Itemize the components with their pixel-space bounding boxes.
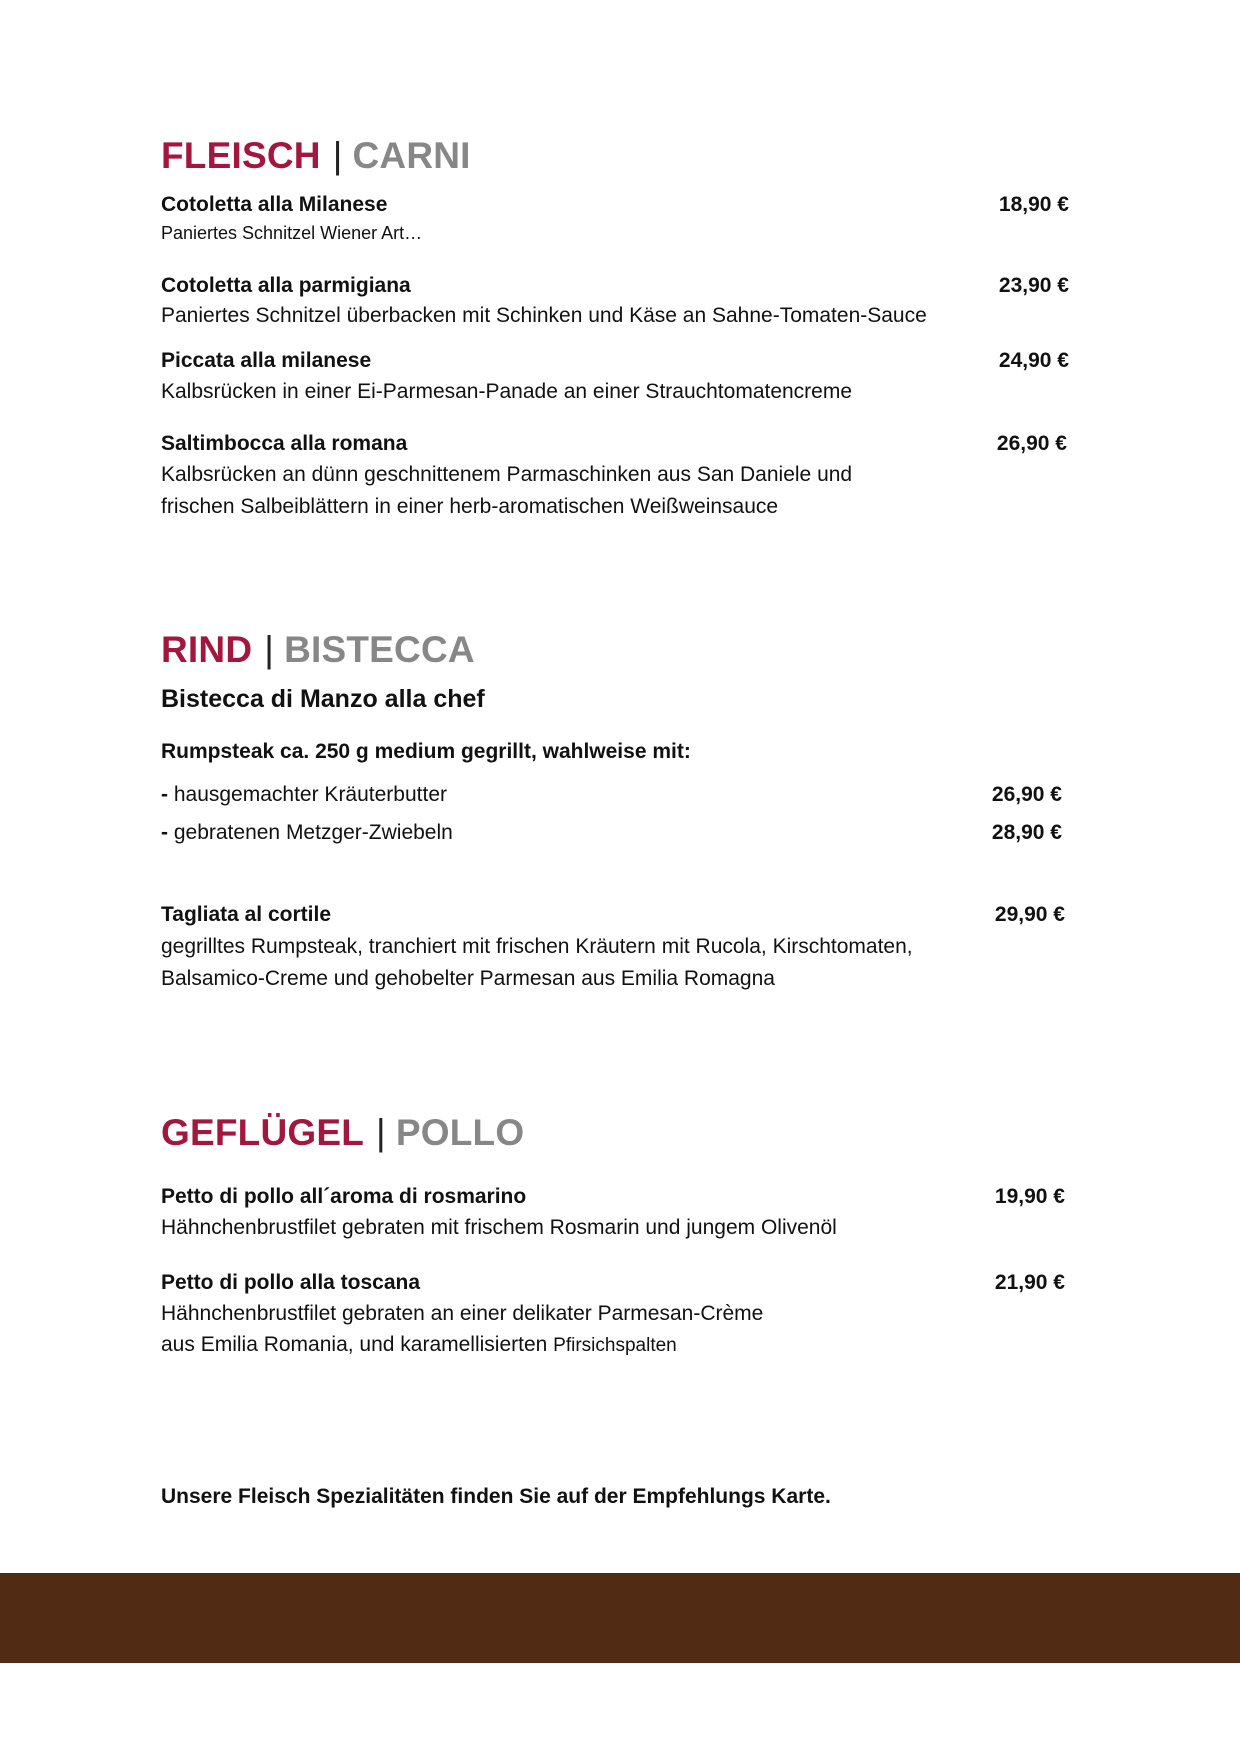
option-dash: -: [161, 821, 168, 844]
menu-item-description: Paniertes Schnitzel überbacken mit Schinken und Käse an Sahne-Tomaten-Sauce: [161, 304, 927, 327]
menu-item-description: Hähnchenbrustfilet gebraten mit frischem Rosmarin und jungem Olivenöl: [161, 1216, 837, 1239]
heading-separator: |: [332, 135, 343, 176]
menu-item-name: Saltimbocca alla romana: [161, 432, 408, 455]
menu-item-price: 24,90 €: [998, 349, 1069, 372]
option-price: 28,90 €: [991, 821, 1062, 844]
heading-separator: |: [264, 629, 275, 670]
heading-it: BISTECCA: [284, 629, 475, 670]
menu-item-name: Petto di pollo alla toscana: [161, 1271, 421, 1294]
section-heading-rind: [161, 629, 475, 671]
menu-item-description: Balsamico-Creme und gehobelter Parmesan aus Emilia Romagna: [161, 967, 775, 990]
menu-item-description: Paniertes Schnitzel Wiener Art…: [161, 223, 423, 243]
heading-separator: |: [376, 1112, 386, 1153]
menu-item-name: Piccata alla milanese: [161, 349, 372, 372]
option-label: hausgemachter Kräuterbutter: [173, 783, 447, 806]
heading-de: FLEISCH: [161, 135, 321, 176]
menu-item-price: 29,90 €: [994, 903, 1065, 926]
option-dash: -: [161, 783, 168, 806]
menu-item-price: 19,90 €: [994, 1185, 1065, 1208]
section-heading-gefluegel: [161, 1112, 524, 1154]
menu-item-name: Cotoletta alla parmigiana: [161, 274, 411, 297]
heading-it: POLLO: [395, 1112, 525, 1153]
section-heading-fleisch: [161, 135, 471, 177]
menu-item-price: 23,90 €: [998, 274, 1069, 297]
option-label: gebratenen Metzger-Zwiebeln: [173, 821, 453, 844]
footer-bar: [0, 1573, 1240, 1663]
rind-intro: Rumpsteak ca. 250 g medium gegrillt, wahlweise mit:: [161, 740, 691, 763]
menu-item-description: Kalbsrücken in einer Ei-Parmesan-Panade an einer Strauchtomatencreme: [161, 380, 853, 403]
menu-item-description: [161, 1333, 677, 1357]
heading-de: RIND: [161, 629, 253, 670]
menu-item-description: Kalbsrücken an dünn geschnittenem Parmaschinken aus San Daniele und: [161, 463, 853, 486]
menu-item-price: 18,90 €: [998, 193, 1069, 216]
menu-item-description: gegrilltes Rumpsteak, tranchiert mit frischen Kräutern mit Rucola, Kirschtomaten,: [161, 935, 913, 958]
menu-item-price: 21,90 €: [994, 1271, 1065, 1294]
menu-item-description: Hähnchenbrustfilet gebraten an einer delikater Parmesan-Crème: [161, 1302, 764, 1325]
description-small: Pfirsichspalten: [553, 1335, 677, 1356]
option-price: 26,90 €: [991, 783, 1062, 806]
heading-de: GEFLÜGEL: [161, 1112, 365, 1153]
footer-note: Unsere Fleisch Spezialitäten finden Sie auf der Empfehlungs Karte.: [161, 1485, 831, 1508]
menu-item-description: frischen Salbeiblättern in einer herb-aromatischen Weißweinsauce: [161, 495, 779, 518]
menu-item-name: Petto di pollo all´aroma di rosmarino: [161, 1185, 527, 1208]
heading-it: CARNI: [352, 135, 471, 176]
description-main: aus Emilia Romania, und karamellisierten: [161, 1333, 554, 1356]
menu-item-price: 26,90 €: [996, 432, 1067, 455]
menu-item-name: Tagliata al cortile: [161, 903, 331, 926]
option-row: [161, 821, 453, 845]
option-row: [161, 783, 447, 807]
menu-item-name: Cotoletta alla Milanese: [161, 193, 388, 216]
rind-subheading: Bistecca di Manzo alla chef: [161, 685, 485, 713]
